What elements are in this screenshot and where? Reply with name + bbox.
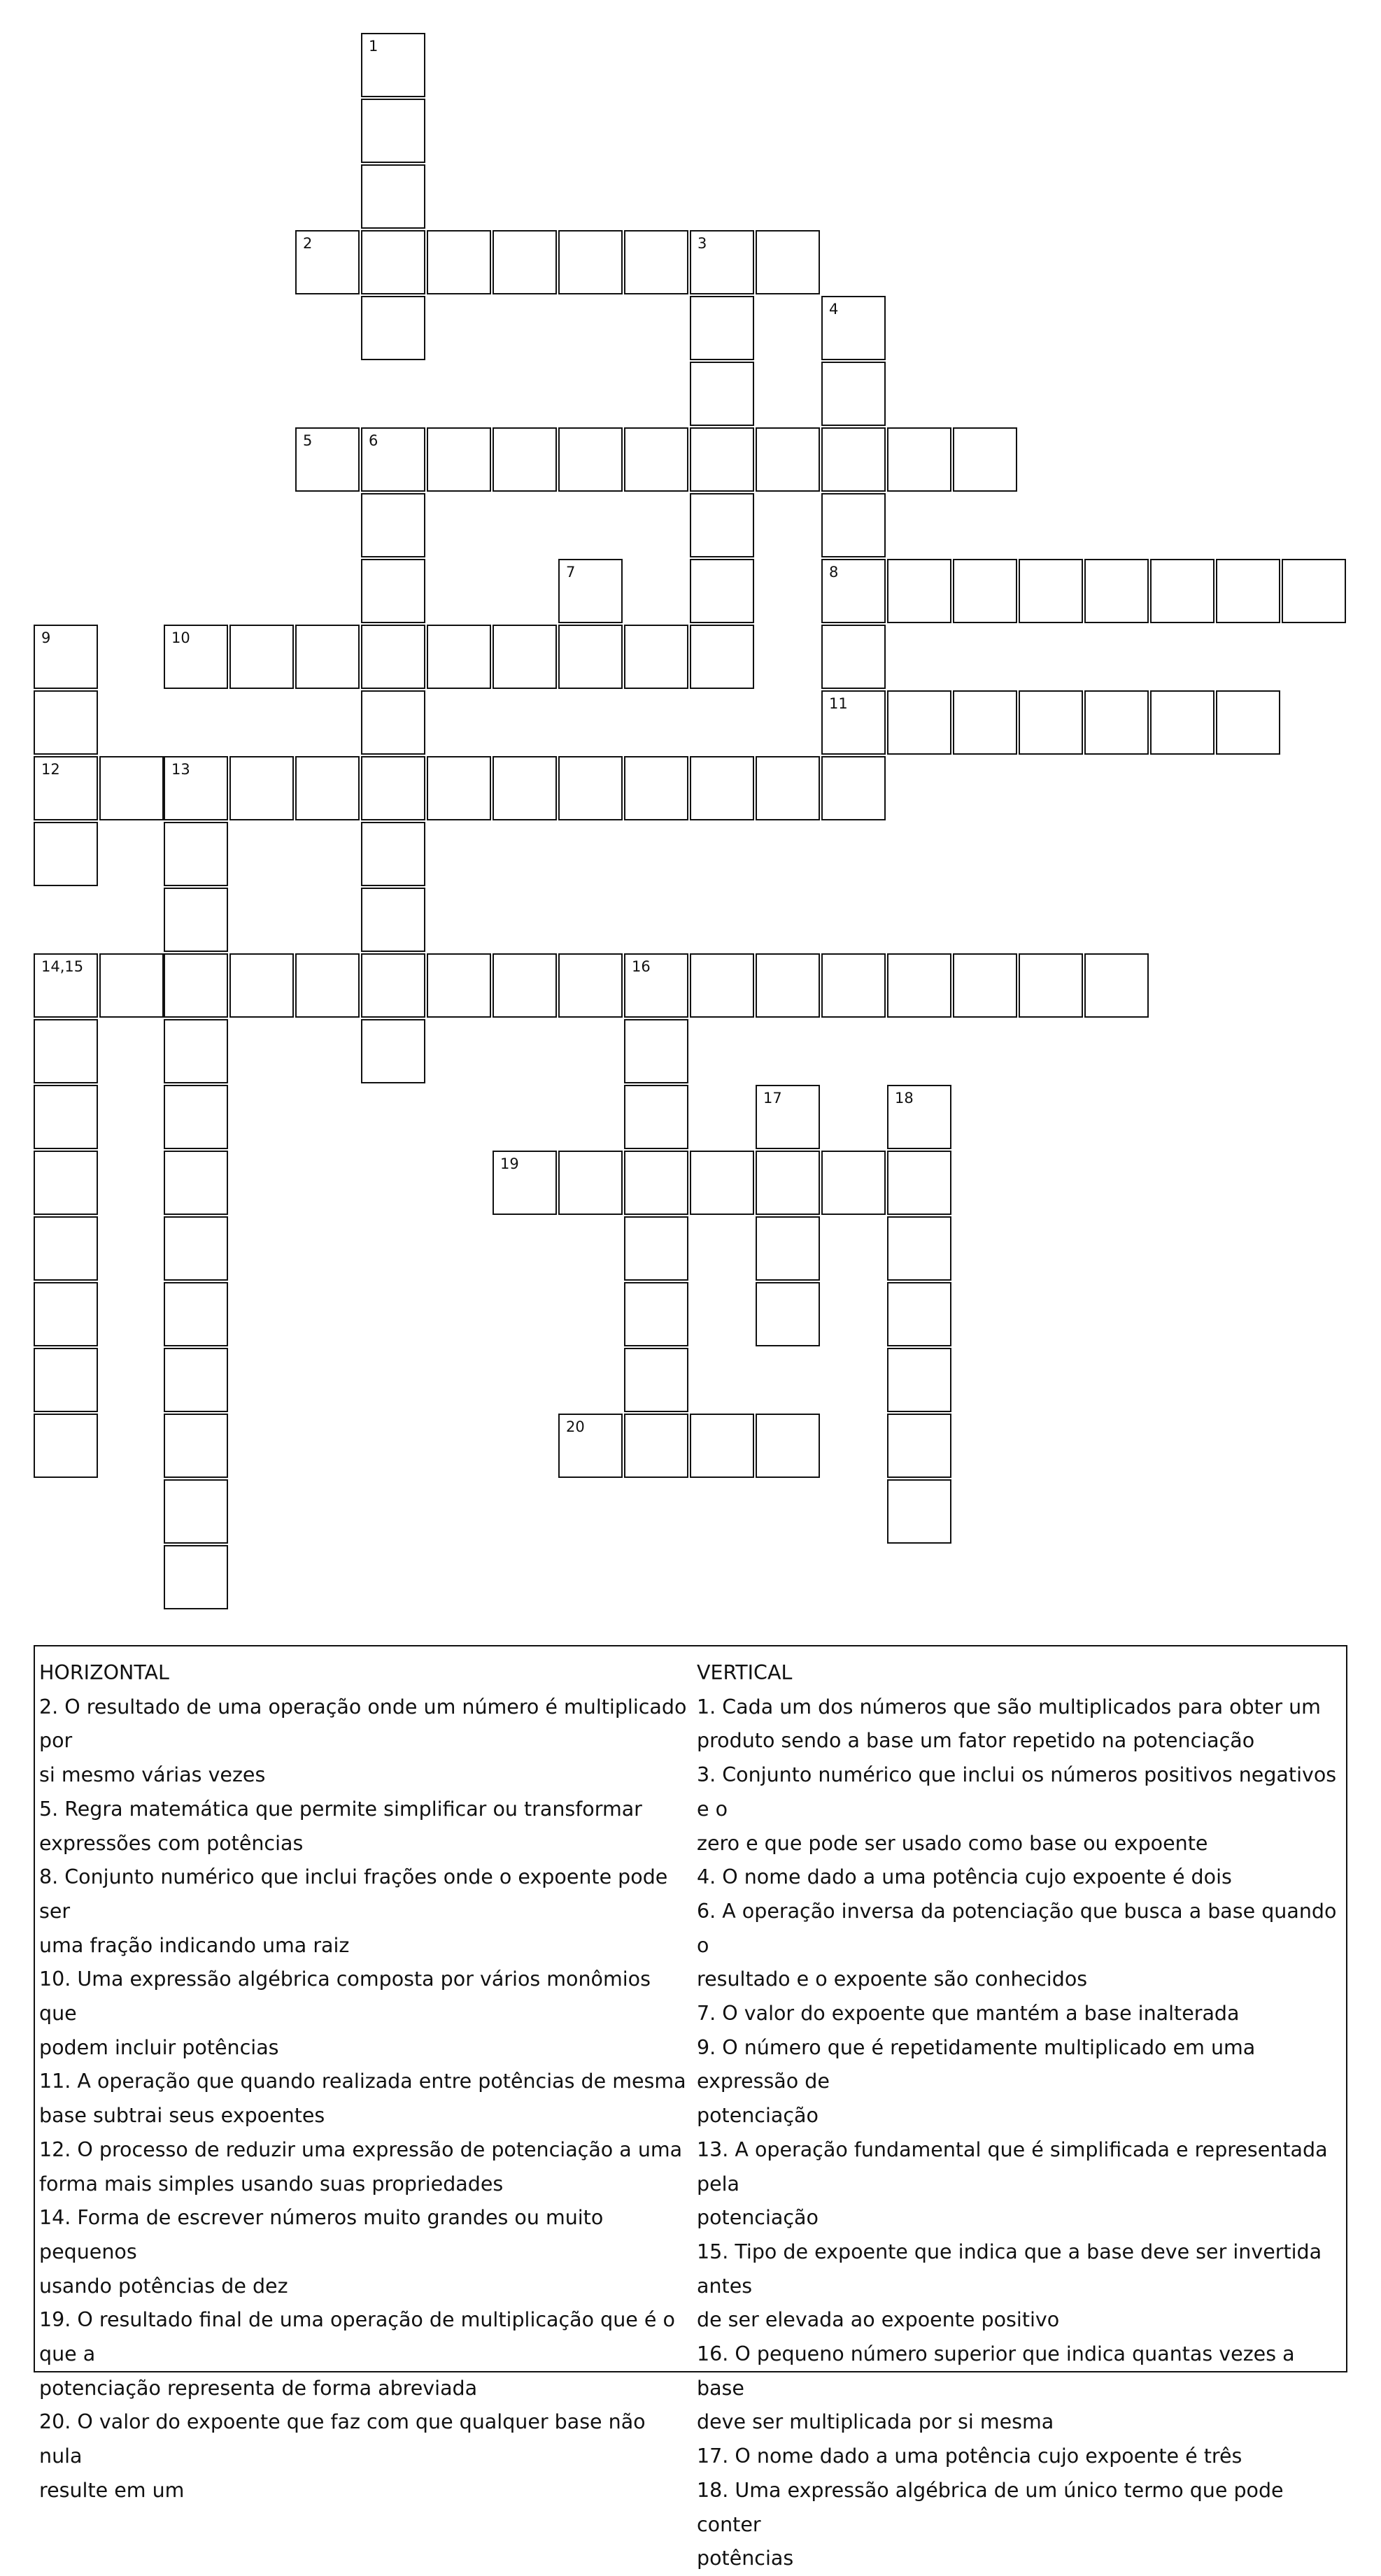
clue-line: 5. Regra matemática que permite simplificar ou transformar <box>39 1797 642 1821</box>
vertical-clues <box>697 1656 1347 2576</box>
grid-cell[interactable] <box>493 427 557 492</box>
grid-cell[interactable] <box>361 164 425 229</box>
grid-cell[interactable] <box>887 1479 951 1544</box>
grid-cell[interactable] <box>361 625 425 689</box>
grid-cell[interactable] <box>690 427 754 492</box>
grid-cell[interactable] <box>690 296 754 360</box>
grid-cell[interactable] <box>821 296 886 360</box>
grid-cell[interactable] <box>361 1019 425 1083</box>
grid-cell[interactable] <box>164 1414 228 1478</box>
clue-line: 18. Uma expressão algébrica de um único termo que pode conter <box>697 2478 1284 2536</box>
grid-cell[interactable] <box>295 625 360 689</box>
grid-cell[interactable] <box>1019 690 1083 755</box>
grid-cell[interactable] <box>887 1085 951 1149</box>
clue-number: 17 <box>763 1090 782 1106</box>
grid-cell[interactable] <box>821 559 886 623</box>
grid-cell[interactable] <box>558 625 623 689</box>
grid-cell[interactable] <box>34 625 98 689</box>
grid-cell[interactable] <box>821 427 886 492</box>
grid-cell[interactable] <box>295 953 360 1018</box>
clue-number: 4 <box>829 301 839 318</box>
clue-number: 9 <box>41 629 51 646</box>
grid-cell[interactable] <box>690 559 754 623</box>
clue-line: 20. O valor do expoente que faz com que qualquer base não nula <box>39 2410 646 2468</box>
grid-cell[interactable] <box>821 362 886 426</box>
horizontal-heading: HORIZONTAL <box>39 1661 169 1684</box>
clue-line: 7. O valor do expoente que mantém a base inalterada <box>697 2002 1240 2026</box>
grid-cell[interactable] <box>164 1216 228 1281</box>
grid-cell[interactable] <box>1216 559 1280 623</box>
grid-cell[interactable] <box>756 1151 820 1215</box>
grid-cell[interactable] <box>887 427 951 492</box>
grid-cell[interactable] <box>624 230 688 294</box>
clue-line: 2. O resultado de uma operação onde um número é multiplicado por <box>39 1695 687 1753</box>
grid-cell[interactable] <box>690 362 754 426</box>
clue-number: 5 <box>303 432 313 449</box>
grid-cell[interactable] <box>887 1282 951 1346</box>
grid-cell[interactable] <box>229 625 294 689</box>
clue-line: 3. Conjunto numérico que inclui os números positivos negativos e o <box>697 1763 1337 1821</box>
grid-cell[interactable] <box>756 756 820 820</box>
grid-cell[interactable] <box>164 1545 228 1609</box>
grid-cell[interactable] <box>756 427 820 492</box>
grid-cell[interactable] <box>361 822 425 886</box>
grid-cell[interactable] <box>164 1348 228 1412</box>
grid-cell[interactable] <box>164 1151 228 1215</box>
clue-line: potenciação representa de forma abreviada <box>39 2376 478 2400</box>
clue-line: potenciação <box>697 2206 819 2230</box>
grid-cell[interactable] <box>953 690 1017 755</box>
grid-cell[interactable] <box>624 625 688 689</box>
clue-number: 7 <box>566 564 576 581</box>
clue-line: 19. O resultado final de uma operação de multiplicação que é o que a <box>39 2308 675 2366</box>
grid-cell[interactable] <box>164 625 228 689</box>
grid-cell[interactable] <box>361 690 425 755</box>
grid-cell[interactable] <box>34 1282 98 1346</box>
grid-cell[interactable] <box>164 1479 228 1544</box>
grid-cell[interactable] <box>361 559 425 623</box>
grid-cell[interactable] <box>887 1414 951 1478</box>
clue-line: potências <box>697 2547 794 2570</box>
grid-cell[interactable] <box>821 953 886 1018</box>
grid-cell[interactable] <box>34 756 98 820</box>
grid-cell[interactable] <box>624 756 688 820</box>
grid-cell[interactable] <box>295 756 360 820</box>
grid-cell[interactable] <box>690 625 754 689</box>
clue-line: 6. A operação inversa da potenciação que busca a base quando o <box>697 1899 1337 1957</box>
grid-cell[interactable] <box>690 1151 754 1215</box>
grid-cell[interactable] <box>493 756 557 820</box>
grid-cell[interactable] <box>1019 953 1083 1018</box>
grid-cell[interactable] <box>624 1348 688 1412</box>
grid-cell[interactable] <box>164 888 228 952</box>
grid-cell[interactable] <box>493 953 557 1018</box>
grid-cell[interactable] <box>164 953 228 1018</box>
grid-cell[interactable] <box>493 230 557 294</box>
clue-number: 1 <box>369 38 378 55</box>
grid-cell[interactable] <box>229 756 294 820</box>
clue-number: 16 <box>632 958 651 975</box>
grid-cell[interactable] <box>887 953 951 1018</box>
clue-line: si mesmo várias vezes <box>39 1763 266 1787</box>
grid-cell[interactable] <box>624 1151 688 1215</box>
grid-cell[interactable] <box>34 1348 98 1412</box>
grid-cell[interactable] <box>887 1216 951 1281</box>
grid-cell[interactable] <box>624 1414 688 1478</box>
grid-cell[interactable] <box>164 1019 228 1083</box>
grid-cell[interactable] <box>361 296 425 360</box>
clue-line: 16. O pequeno número superior que indica quantas vezes a base <box>697 2342 1295 2400</box>
grid-cell[interactable] <box>558 559 623 623</box>
grid-cell[interactable] <box>624 1019 688 1083</box>
clue-line: potenciação <box>697 2104 819 2128</box>
clue-number: 8 <box>829 564 839 581</box>
grid-cell[interactable] <box>821 690 886 755</box>
grid-cell[interactable] <box>1084 690 1149 755</box>
clue-line: 4. O nome dado a uma potência cujo expoente é dois <box>697 1865 1232 1889</box>
grid-cell[interactable] <box>624 1282 688 1346</box>
clue-number: 2 <box>303 235 313 252</box>
clue-line: 15. Tipo de expoente que indica que a base deve ser invertida antes <box>697 2240 1322 2298</box>
grid-cell[interactable] <box>821 625 886 689</box>
grid-cell[interactable] <box>887 1151 951 1215</box>
clue-number: 20 <box>566 1418 585 1435</box>
clue-line: base subtrai seus expoentes <box>39 2104 325 2128</box>
grid-cell[interactable] <box>1282 559 1346 623</box>
grid-cell[interactable] <box>756 1085 820 1149</box>
clue-number: 19 <box>500 1155 519 1172</box>
grid-cell[interactable] <box>427 953 491 1018</box>
grid-cell[interactable] <box>361 427 425 492</box>
grid-cell[interactable] <box>427 230 491 294</box>
clue-line: expressões com potências <box>39 1831 304 1855</box>
grid-cell[interactable] <box>34 953 98 1018</box>
grid-cell[interactable] <box>690 230 754 294</box>
grid-cell[interactable] <box>493 1151 557 1215</box>
grid-cell[interactable] <box>690 493 754 557</box>
clue-line: uma fração indicando uma raiz <box>39 1933 350 1957</box>
grid-cell[interactable] <box>427 625 491 689</box>
grid-cell[interactable] <box>624 1216 688 1281</box>
clue-line: 17. O nome dado a uma potência cujo expoente é três <box>697 2445 1242 2468</box>
clue-line: 1. Cada um dos números que são multiplicados para obter um <box>697 1695 1321 1718</box>
clue-line: de ser elevada ao expoente positivo <box>697 2308 1060 2332</box>
grid-cell[interactable] <box>295 427 360 492</box>
clue-line: produto sendo a base um fator repetido na potenciação <box>697 1729 1255 1753</box>
clue-number: 6 <box>369 432 378 449</box>
grid-cell[interactable] <box>558 953 623 1018</box>
clue-number: 12 <box>41 761 60 778</box>
clue-line: usando potências de dez <box>39 2274 288 2298</box>
clue-line: resulte em um <box>39 2478 185 2502</box>
grid-cell[interactable] <box>690 756 754 820</box>
grid-cell[interactable] <box>558 427 623 492</box>
grid-cell[interactable] <box>361 99 425 163</box>
grid-cell[interactable] <box>756 1216 820 1281</box>
grid-cell[interactable] <box>427 427 491 492</box>
grid-cell[interactable] <box>756 230 820 294</box>
grid-cell[interactable] <box>1084 559 1149 623</box>
clue-line: 10. Uma expressão algébrica composta por vários monômios que <box>39 1967 651 2026</box>
grid-cell[interactable] <box>756 1282 820 1346</box>
grid-cell[interactable] <box>953 953 1017 1018</box>
grid-cell[interactable] <box>34 1151 98 1215</box>
grid-cell[interactable] <box>624 1085 688 1149</box>
grid-cell[interactable] <box>887 559 951 623</box>
grid-cell[interactable] <box>164 1085 228 1149</box>
clue-line: 12. O processo de reduzir uma expressão de potenciação a uma <box>39 2137 683 2161</box>
grid-cell[interactable] <box>690 953 754 1018</box>
grid-cell[interactable] <box>361 888 425 952</box>
clue-line: resultado e o expoente são conhecidos <box>697 1967 1088 1991</box>
clue-line: deve ser multiplicada por si mesma <box>697 2410 1054 2434</box>
grid-cell[interactable] <box>1150 690 1214 755</box>
clue-line: forma mais simples usando suas propriedades <box>39 2172 504 2196</box>
grid-cell[interactable] <box>34 822 98 886</box>
grid-cell[interactable] <box>887 690 951 755</box>
grid-cell[interactable] <box>887 1348 951 1412</box>
clue-number: 3 <box>697 235 707 252</box>
grid-cell[interactable] <box>1150 559 1214 623</box>
grid-cell[interactable] <box>427 756 491 820</box>
clue-number: 13 <box>171 761 190 778</box>
grid-cell[interactable] <box>295 230 360 294</box>
clue-line: 14. Forma de escrever números muito grandes ou muito pequenos <box>39 2206 604 2263</box>
grid-cell[interactable] <box>99 953 164 1018</box>
grid-cell[interactable] <box>361 230 425 294</box>
grid-cell[interactable] <box>756 1414 820 1478</box>
grid-cell[interactable] <box>229 953 294 1018</box>
grid-cell[interactable] <box>361 756 425 820</box>
clue-line: 11. A operação que quando realizada entre potências de mesma <box>39 2070 686 2093</box>
grid-cell[interactable] <box>361 33 425 97</box>
clue-line: 13. A operação fundamental que é simplificada e representada pela <box>697 2137 1328 2196</box>
grid-cell[interactable] <box>690 1414 754 1478</box>
clue-number: 14,15 <box>41 958 84 975</box>
grid-cell[interactable] <box>34 1414 98 1478</box>
grid-cell[interactable] <box>953 559 1017 623</box>
grid-cell[interactable] <box>493 625 557 689</box>
grid-cell[interactable] <box>1084 953 1149 1018</box>
grid-cell[interactable] <box>953 427 1017 492</box>
grid-cell[interactable] <box>164 822 228 886</box>
grid-cell[interactable] <box>558 230 623 294</box>
clue-line: podem incluir potências <box>39 2035 279 2059</box>
clue-line: 8. Conjunto numérico que inclui frações onde o expoente pode ser <box>39 1865 668 1923</box>
grid-cell[interactable] <box>1019 559 1083 623</box>
grid-cell[interactable] <box>361 493 425 557</box>
clue-line: zero e que pode ser usado como base ou expoente <box>697 1831 1208 1855</box>
grid-cell[interactable] <box>164 756 228 820</box>
clue-line: 9. O número que é repetidamente multiplicado em uma expressão de <box>697 2035 1256 2093</box>
vertical-heading: VERTICAL <box>697 1661 793 1684</box>
grid-cell[interactable] <box>34 1019 98 1083</box>
clue-number: 10 <box>171 629 190 646</box>
grid-cell[interactable] <box>558 756 623 820</box>
grid-cell[interactable] <box>558 1151 623 1215</box>
grid-cell[interactable] <box>624 953 688 1018</box>
grid-cell[interactable] <box>756 953 820 1018</box>
grid-cell[interactable] <box>99 756 164 820</box>
grid-cell[interactable] <box>1216 690 1280 755</box>
clue-number: 11 <box>829 695 848 712</box>
grid-cell[interactable] <box>34 1085 98 1149</box>
grid-cell[interactable] <box>558 1414 623 1478</box>
grid-cell[interactable] <box>624 427 688 492</box>
horizontal-clues <box>39 1656 690 2508</box>
grid-cell[interactable] <box>34 690 98 755</box>
grid-cell[interactable] <box>821 756 886 820</box>
grid-cell[interactable] <box>164 1282 228 1346</box>
grid-cell[interactable] <box>821 493 886 557</box>
grid-cell[interactable] <box>361 953 425 1018</box>
clue-number: 18 <box>895 1090 914 1106</box>
grid-cell[interactable] <box>34 1216 98 1281</box>
grid-cell[interactable] <box>821 1151 886 1215</box>
